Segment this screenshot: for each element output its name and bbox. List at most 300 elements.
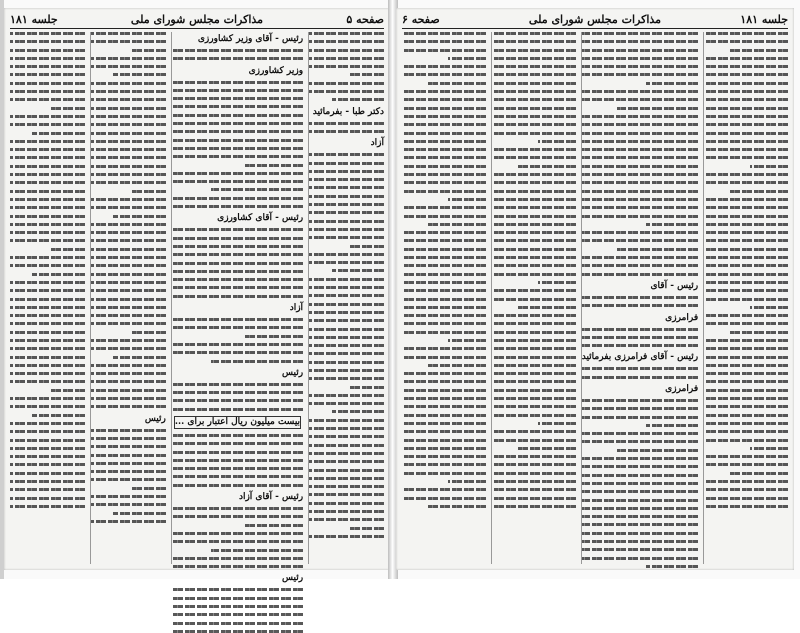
text-line — [492, 132, 576, 135]
text-line — [211, 360, 303, 363]
text-line — [309, 211, 384, 214]
text-line — [492, 455, 576, 458]
text-line — [172, 262, 303, 265]
text-line — [172, 114, 303, 117]
text-line — [704, 90, 788, 93]
text-line — [309, 518, 384, 521]
text-line — [172, 318, 303, 321]
text-line — [402, 65, 486, 68]
text-line — [172, 139, 303, 142]
text-line — [402, 405, 486, 408]
right-subhead: فرامرزی — [665, 312, 699, 323]
text-line — [492, 115, 576, 118]
text-line — [113, 512, 165, 515]
text-line — [10, 57, 85, 60]
text-line — [492, 322, 576, 325]
left-subhead: رئیس — [282, 573, 304, 584]
text-line — [91, 256, 166, 259]
text-line — [582, 474, 698, 477]
text-line — [704, 57, 788, 60]
right-running-title: مذاکرات مجلس شورای ملی — [528, 13, 662, 26]
text-line — [704, 439, 788, 442]
text-line — [704, 422, 788, 425]
text-line — [10, 372, 85, 375]
text-line — [172, 295, 303, 298]
text-line — [132, 190, 166, 193]
text-line — [492, 298, 576, 301]
text-line — [492, 173, 576, 176]
text-line — [309, 82, 384, 85]
text-line — [517, 447, 576, 450]
text-line — [492, 439, 576, 442]
text-line — [492, 497, 576, 500]
left-subhead: رئیس - آقای آزاد — [238, 492, 304, 503]
text-line — [309, 377, 384, 380]
text-line — [492, 339, 576, 342]
text-line — [492, 181, 576, 184]
text-line — [10, 314, 85, 317]
text-line — [582, 215, 698, 218]
text-line — [704, 339, 788, 342]
text-line — [91, 82, 166, 85]
text-line — [10, 148, 85, 151]
text-line — [51, 248, 85, 251]
text-line — [309, 261, 384, 264]
text-line — [172, 630, 303, 633]
text-line — [91, 123, 166, 126]
text-line — [582, 399, 698, 402]
text-line — [309, 419, 384, 422]
text-line — [582, 507, 698, 510]
text-line — [91, 140, 166, 143]
text-line — [729, 331, 788, 334]
text-line — [704, 40, 788, 43]
text-line — [492, 90, 576, 93]
text-line — [492, 488, 576, 491]
text-line — [91, 372, 166, 375]
text-line — [582, 49, 698, 52]
text-line — [332, 98, 384, 101]
text-line — [402, 140, 486, 143]
text-line — [402, 123, 486, 126]
text-line — [729, 190, 788, 193]
text-line — [582, 32, 698, 35]
text-line — [582, 548, 698, 551]
text-line — [646, 565, 698, 568]
text-line — [402, 372, 486, 375]
text-line — [10, 49, 85, 52]
text-line — [309, 162, 384, 165]
text-line — [402, 356, 486, 359]
text-line — [582, 156, 698, 159]
text-line — [582, 190, 698, 193]
text-line — [492, 356, 576, 359]
text-line — [309, 427, 384, 430]
text-line — [582, 73, 698, 76]
text-line — [172, 270, 303, 273]
text-line — [704, 107, 788, 110]
text-line — [402, 497, 486, 500]
text-line — [172, 343, 303, 346]
text-line — [309, 203, 384, 206]
text-line — [492, 190, 576, 193]
text-line — [492, 331, 576, 334]
text-line — [10, 239, 85, 242]
text-line — [10, 447, 85, 450]
text-line — [402, 380, 486, 383]
text-line — [309, 311, 384, 314]
text-line — [10, 497, 85, 500]
text-line — [172, 122, 303, 125]
text-line — [582, 140, 698, 143]
left-session-label: جلسه ۱۸۱ — [10, 13, 58, 26]
text-line — [91, 289, 166, 292]
text-line — [91, 98, 166, 101]
left-page-columns — [10, 32, 384, 584]
left-col-3 — [90, 32, 166, 564]
text-line — [309, 130, 384, 133]
text-line — [448, 339, 486, 342]
text-line — [617, 449, 698, 452]
text-line — [309, 502, 384, 505]
text-line — [704, 397, 788, 400]
text-line — [582, 90, 698, 93]
text-line — [309, 435, 384, 438]
text-line — [309, 477, 384, 480]
text-line — [492, 389, 576, 392]
text-line — [309, 444, 384, 447]
text-line — [492, 148, 576, 151]
text-line — [91, 437, 166, 440]
text-line — [402, 181, 486, 184]
text-line — [402, 90, 486, 93]
text-line — [492, 347, 576, 350]
text-line — [582, 336, 698, 339]
text-line — [172, 97, 303, 100]
text-line — [402, 447, 486, 450]
text-line — [704, 380, 788, 383]
text-line — [492, 73, 576, 76]
text-line — [309, 510, 384, 513]
text-line — [582, 304, 698, 307]
text-line — [582, 557, 698, 560]
text-line — [402, 298, 486, 301]
text-line — [91, 306, 166, 309]
text-line — [402, 32, 486, 35]
text-line — [704, 480, 788, 483]
text-line — [582, 432, 698, 435]
text-line — [309, 170, 384, 173]
text-line — [517, 165, 576, 168]
text-line — [538, 422, 576, 425]
text-line — [91, 65, 166, 68]
text-line — [704, 289, 788, 292]
text-line — [91, 322, 166, 325]
text-line — [309, 178, 384, 181]
text-line — [309, 319, 384, 322]
text-line — [10, 463, 85, 466]
text-line — [492, 82, 576, 85]
text-line — [309, 286, 384, 289]
text-line — [172, 408, 303, 411]
text-line — [172, 605, 303, 608]
text-line — [91, 198, 166, 201]
text-line — [402, 107, 486, 110]
text-line — [617, 248, 698, 251]
left-subhead: بیست میلیون ریال اعتبار برای ... — [174, 416, 301, 427]
right-subhead: فرامرزی — [665, 383, 699, 394]
text-line — [309, 460, 384, 463]
text-line — [704, 65, 788, 68]
text-line — [704, 248, 788, 251]
text-line — [582, 490, 698, 493]
right-page-number: جلسه ۱۸۱ — [740, 13, 788, 26]
text-line — [492, 430, 576, 433]
text-line — [704, 322, 788, 325]
text-line — [309, 394, 384, 397]
text-line — [704, 497, 788, 500]
text-line — [113, 356, 165, 359]
text-line — [91, 90, 166, 93]
text-line — [402, 273, 486, 276]
text-line — [10, 439, 85, 442]
text-line — [172, 434, 303, 437]
text-line — [704, 505, 788, 508]
text-line — [309, 57, 384, 60]
text-line — [492, 273, 576, 276]
text-line — [492, 463, 576, 466]
right-subhead: رئیس - آقای فرامرزی بفرمائید — [581, 352, 699, 363]
text-line — [309, 469, 384, 472]
text-line — [402, 397, 486, 400]
text-line — [704, 414, 788, 417]
text-line — [10, 347, 85, 350]
text-line — [132, 331, 166, 334]
text-line — [91, 57, 166, 60]
text-line — [91, 347, 166, 350]
text-line — [309, 336, 384, 339]
left-subhead: رئیس - آقای وزیر کشاورزی — [197, 34, 304, 44]
text-line — [10, 505, 85, 508]
text-line — [91, 231, 166, 234]
text-line — [582, 499, 698, 502]
text-line — [332, 269, 384, 272]
text-line — [309, 195, 384, 198]
text-line — [172, 326, 303, 329]
text-line — [492, 414, 576, 417]
text-line — [492, 472, 576, 475]
text-line — [582, 231, 698, 234]
text-line — [172, 180, 303, 183]
text-line — [172, 172, 303, 175]
text-line — [172, 451, 303, 454]
text-line — [492, 231, 576, 234]
text-line — [309, 328, 384, 331]
text-line — [172, 147, 303, 150]
text-line — [91, 32, 166, 35]
text-line — [704, 173, 788, 176]
text-line — [91, 520, 166, 523]
text-line — [617, 107, 698, 110]
text-line — [582, 165, 698, 168]
text-line — [10, 397, 85, 400]
text-line — [492, 198, 576, 201]
text-line — [172, 532, 303, 535]
text-line — [172, 442, 303, 445]
text-line — [704, 198, 788, 201]
text-line — [704, 389, 788, 392]
text-line — [582, 523, 698, 526]
text-line — [10, 190, 85, 193]
text-line — [91, 248, 166, 251]
text-line — [402, 347, 486, 350]
text-line — [492, 289, 576, 292]
text-line — [402, 306, 486, 309]
text-line — [704, 463, 788, 466]
text-line — [402, 248, 486, 251]
text-line — [582, 115, 698, 118]
text-line — [402, 190, 486, 193]
text-line — [350, 527, 384, 530]
text-line — [91, 273, 166, 276]
text-line — [402, 439, 486, 442]
text-line — [309, 294, 384, 297]
text-line — [172, 105, 303, 108]
text-line — [172, 57, 303, 60]
text-line — [309, 493, 384, 496]
text-line — [704, 256, 788, 259]
right-page-columns — [402, 32, 788, 564]
text-line — [350, 245, 384, 248]
text-line — [10, 289, 85, 292]
text-line — [172, 459, 303, 462]
text-line — [704, 231, 788, 234]
text-line — [91, 148, 166, 151]
left-page-header — [10, 12, 384, 29]
text-line — [750, 165, 788, 168]
text-line — [172, 286, 303, 289]
text-line — [492, 405, 576, 408]
text-line — [492, 65, 576, 68]
text-line — [10, 140, 85, 143]
text-line — [172, 565, 303, 568]
text-line — [704, 314, 788, 317]
text-line — [402, 239, 486, 242]
text-line — [51, 107, 85, 110]
text-line — [582, 416, 698, 419]
text-line — [91, 364, 166, 367]
text-line — [244, 524, 303, 527]
text-line — [750, 447, 788, 450]
text-line — [704, 488, 788, 491]
text-line — [402, 132, 486, 135]
text-line — [402, 264, 486, 267]
text-line — [32, 414, 84, 417]
text-line — [91, 503, 166, 506]
left-subhead: رئیس — [144, 413, 166, 424]
text-line — [91, 380, 166, 383]
text-line — [582, 367, 698, 370]
left-page-number: صفحه ۵ — [346, 13, 384, 26]
text-line — [172, 622, 303, 625]
text-line — [582, 296, 698, 299]
text-line — [10, 281, 85, 284]
text-line — [51, 389, 85, 392]
text-line — [10, 380, 85, 383]
text-line — [172, 351, 303, 354]
text-line — [492, 223, 576, 226]
text-line — [309, 535, 384, 538]
text-line — [10, 165, 85, 168]
text-line — [309, 90, 384, 93]
text-line — [309, 402, 384, 405]
text-line — [309, 186, 384, 189]
text-line — [309, 122, 384, 125]
left-subhead: دکتر طبا - بفرمائید — [312, 106, 384, 117]
text-line — [172, 130, 303, 133]
text-line — [172, 391, 303, 394]
text-line — [172, 597, 303, 600]
text-line — [427, 82, 486, 85]
text-line — [704, 156, 788, 159]
text-line — [492, 364, 576, 367]
text-line — [538, 281, 576, 284]
text-line — [582, 407, 698, 410]
text-line — [91, 115, 166, 118]
text-line — [492, 57, 576, 60]
text-line — [172, 245, 303, 248]
text-line — [132, 49, 166, 52]
text-line — [582, 198, 698, 201]
text-line — [402, 215, 486, 218]
text-line — [10, 223, 85, 226]
text-line — [10, 488, 85, 491]
text-line — [10, 264, 85, 267]
text-line — [582, 132, 698, 135]
text-line — [10, 123, 85, 126]
left-subhead: آزاد — [370, 138, 384, 149]
text-line — [582, 65, 698, 68]
text-line — [492, 372, 576, 375]
text-line — [402, 206, 486, 209]
text-line — [582, 264, 698, 267]
text-line — [10, 65, 85, 68]
text-line — [704, 215, 788, 218]
text-line — [704, 98, 788, 101]
text-line — [172, 540, 303, 543]
text-line — [32, 273, 84, 276]
text-line — [10, 231, 85, 234]
text-line — [91, 181, 166, 184]
text-line — [492, 505, 576, 508]
text-line — [582, 40, 698, 43]
text-line — [402, 40, 486, 43]
text-line — [10, 339, 85, 342]
text-line — [704, 73, 788, 76]
text-line — [402, 430, 486, 433]
text-line — [704, 264, 788, 267]
text-line — [172, 205, 303, 208]
text-line — [492, 314, 576, 317]
text-line — [704, 206, 788, 209]
right-col-4 — [402, 32, 486, 564]
text-line — [582, 440, 698, 443]
text-line — [492, 256, 576, 259]
text-line — [10, 356, 85, 359]
text-line — [91, 165, 166, 168]
text-line — [704, 140, 788, 143]
text-line — [91, 454, 166, 457]
